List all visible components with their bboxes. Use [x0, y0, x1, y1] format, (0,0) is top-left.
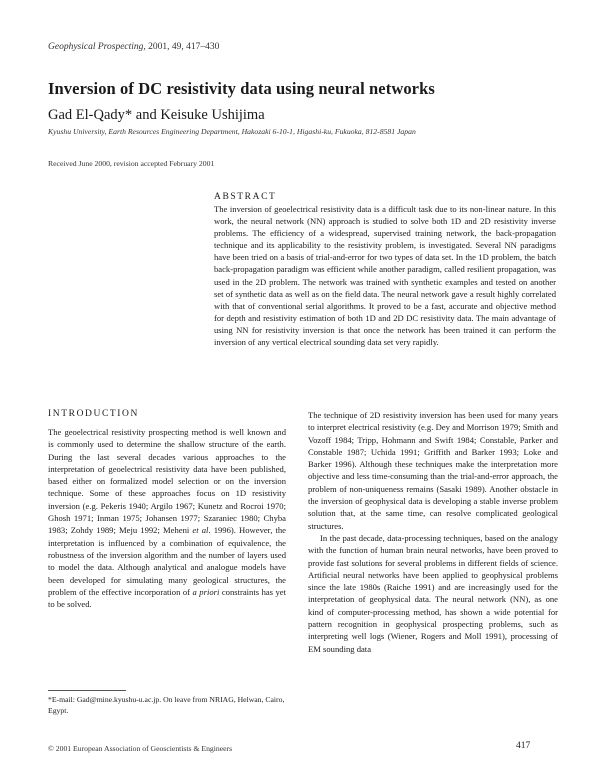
introduction-paragraph-2d: The technique of 2D resistivity inversion has been used for many years to interpret electrical resistivity (e.g. Dey and Morrison 1979; Smith and Vozoff 1984; Tripp, Hohmann and Swift 1984; Constable, Parker and Constable 1987; Uchida 1991; Griffith and Barker 1993; Loke and Barker 1996). Although these techniques make the interpretation more objective and less time-consuming than the trial-and-error approach, the problem of non-uniqueness remains (Sasaki 1989). Another obstacle in the inversion of geophysical data is developing a stable inverse problem solution that, at the same time, can resolve complicated geological structures.: [308, 410, 558, 531]
page-number: 417: [516, 741, 531, 751]
journal-name: Geophysical Prospecting: [48, 42, 144, 52]
abstract-heading: ABSTRACT: [214, 192, 277, 202]
footnote: *E-mail: Gad@mine.kyushu-u.ac.jp. On leave from NRIAG, Helwan, Cairo, Egypt.: [48, 695, 285, 715]
copyright-notice: © 2001 European Association of Geoscientists & Engineers: [48, 744, 233, 753]
introduction-heading: INTRODUCTION: [48, 409, 139, 419]
left-column: [48, 426, 286, 610]
introduction-paragraph-nn: In the past decade, data-processing techniques, based on the analogy with the function of human brain neural networks, have been proved to provide fast solutions for several problems in different fields of science. Artificial neural networks have been applied to geophysical problems since the late 1980s (Raiche 1991) and are increasingly used for the interpretation of geophysical data. The neural network (NN), as one kind of computer-processing method, has shown a wide potential for pattern recognition in geophysical prospecting problems, such as interpreting well logs (Wiener, Rogers and Moll 1991), processing of EM sounding data: [308, 532, 558, 654]
article-authors: Gad El-Qady* and Keisuke Ushijima: [48, 107, 265, 123]
abstract-text: The inversion of geoelectrical resistivity data is a difficult task due to its non-linear nature. In this work, the neural network (NN) approach is studied to solve both 1D and 2D resistivity inverse problems. The efficiency of a widespread, supervised training network, the back-propagation technique and its applicability to the resistivity problem, is investigated. Several NN paradigms have been tried on a basis of trial-and-error for two types of data set. In the 1D problem, the batch back-propagation paradigm was efficient while another paradigm, called resilient propagation, was used in the 2D problem. The network was trained with synthetic examples and tested on another set of synthetic data as well as on the field data. The neural network gave a result highly correlated with that of conventional serial algorithms. It proved to be a fast, accurate and objective method for depth and resistivity estimation of both 1D and 2D DC resistivity data. The main advantage of using NN for resistivity inversion is that once the network has been trained it can perform the inversion of any vertical electrical sounding data set very rapidly.: [214, 204, 556, 348]
a-priori: a priori: [192, 586, 220, 597]
introduction-paragraph: The geoelectrical resistivity prospecting method is well known and is commonly used to determine the shallow structure of the earth. During the last several decades various approaches to the interpretation of geoelectrical resistivity data have been published, based either on formalized model selection or on the inversion technique. Some of these approaches focus on 1D resistivity inversion (e.g. Pekeris 1940; Argilo 1967; Kunetz and Rocroi 1970; Ghosh 1971; Inman 1975; Johansen 1977; Szaraniec 1980; Chyba 1983; Zohdy 1989; Meju 1992; Meheni et al. 1996). However, the interpretation is influenced by a combination of equivalence, the robustness of the inversion algorithm and the number of layers used to model the data. Although analytical and analogue models have been developed for simulating many geological structures, the problem of the effective incorporation of a priori constraints has yet to be solved.: [48, 427, 286, 610]
footnote-divider: [48, 690, 126, 691]
received-dates: Received June 2000, revision accepted February 2001: [48, 159, 215, 168]
et-al: et al: [192, 525, 209, 536]
article-title: Inversion of DC resistivity data using neural networks: [48, 79, 435, 98]
journal-citation: [48, 42, 219, 52]
right-column: [308, 409, 558, 655]
journal-volume-pages: , 2001, 49, 417–430: [143, 42, 220, 52]
author-affiliation: Kyushu University, Earth Resources Engineering Department, Hakozaki 6-10-1, Higashi-ku, Fukuoka, 812-8581 Japan: [48, 127, 416, 136]
